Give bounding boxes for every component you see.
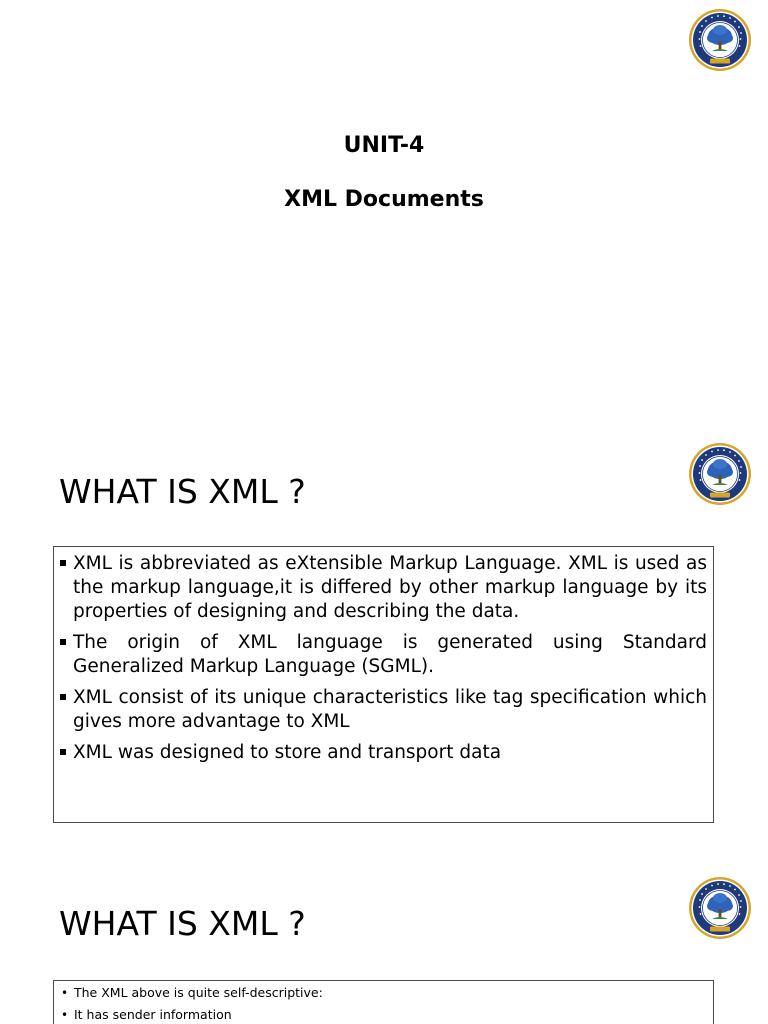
content-box — [53, 980, 714, 1024]
bullet-text: XML was designed to store and transport data — [73, 742, 502, 763]
college-seal-icon — [688, 876, 752, 940]
square-bullet-icon — [60, 694, 66, 700]
bullet-text: XML is abbreviated as eXtensible Markup Language. XML is used as the markup language,it is differed by other markup language by its properties of designing and describing the data. — [73, 553, 707, 622]
square-bullet-icon — [60, 639, 66, 645]
bullet-item — [58, 1005, 707, 1024]
bullet-item — [60, 631, 707, 679]
bullet-text: The XML above is quite self-descriptive: — [74, 985, 323, 1000]
slide-heading: WHAT IS XML ? — [59, 904, 306, 943]
bullet-text: The origin of XML language is generated using Standard Generalized Markup Language (SGML). — [73, 632, 707, 677]
bullet-list — [54, 981, 713, 1024]
round-bullet-icon: • — [61, 986, 69, 1000]
content-box — [53, 546, 714, 823]
college-seal-icon — [688, 442, 752, 506]
square-bullet-icon — [60, 560, 66, 566]
bullet-text: XML consist of its unique characteristics like tag specification which gives more advantage to XML — [73, 687, 707, 732]
bullet-item — [58, 983, 707, 1003]
unit-title: UNIT-4 — [343, 133, 425, 158]
college-seal-icon — [688, 8, 752, 72]
slide-title — [0, 0, 768, 430]
slide-what-is-xml — [0, 430, 768, 862]
round-bullet-icon: • — [61, 1008, 69, 1022]
bullet-list — [54, 547, 713, 765]
bullet-item — [60, 686, 707, 734]
bullet-item — [60, 741, 707, 765]
square-bullet-icon — [60, 749, 66, 755]
bullet-text: It has sender information — [74, 1007, 232, 1022]
bullet-item — [60, 552, 707, 624]
slide-heading: WHAT IS XML ? — [59, 472, 306, 511]
slide-what-is-xml-2 — [0, 862, 768, 1024]
unit-subtitle: XML Documents — [284, 187, 484, 212]
